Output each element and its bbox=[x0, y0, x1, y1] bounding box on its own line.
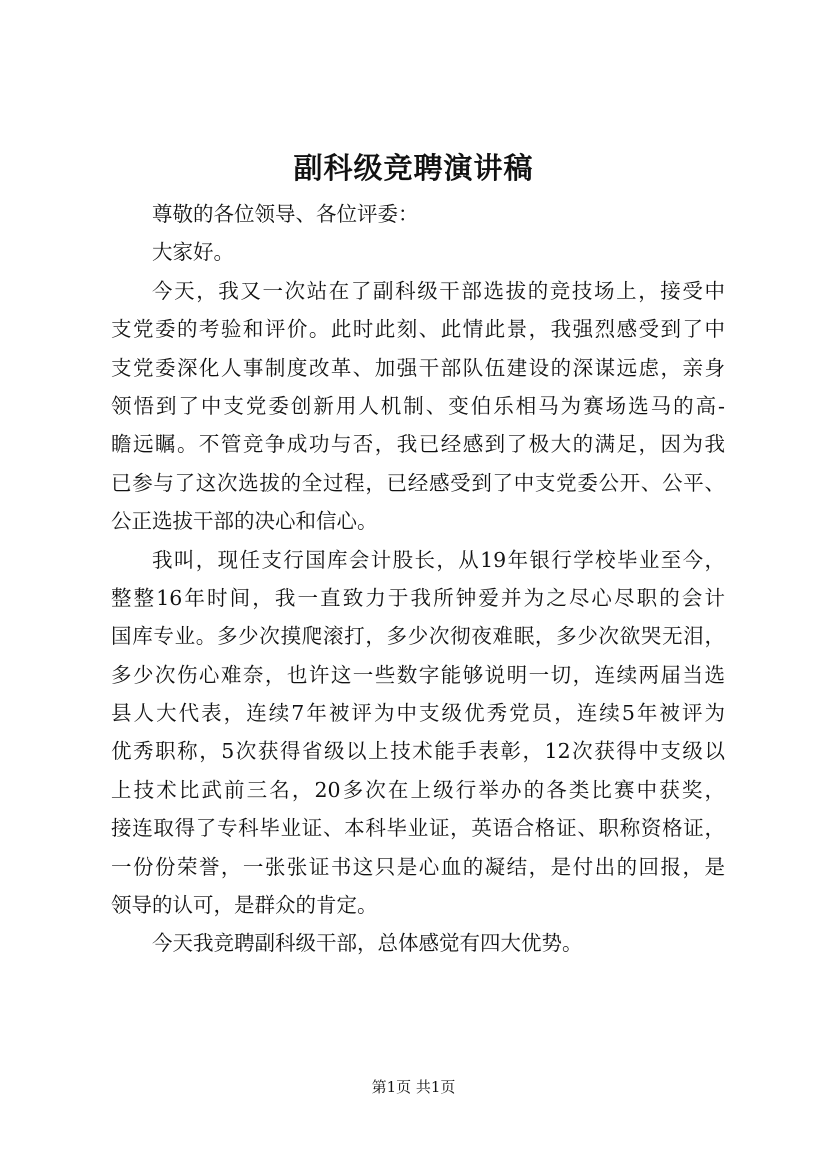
text-line: 支党委深化人事制度改革、加强干部队伍建设的深谋远虑，亲身 bbox=[111, 355, 725, 380]
paragraph-salutation bbox=[111, 195, 725, 233]
text-line: 我叫，现任支行国库会计股长，从19年银行学校毕业至今， bbox=[152, 547, 725, 572]
text-line: 已参与了这次选拔的全过程，已经感受到了中支党委公开、公平、 bbox=[111, 470, 725, 495]
text-line: 一份份荣誉，一张张证书这只是心血的凝结，是付出的回报，是 bbox=[111, 854, 725, 879]
text-line: 县人大代表，连续7年被评为中支级优秀党员，连续5年被评为 bbox=[111, 701, 725, 726]
text-line: 领导的认可，是群众的肯定。 bbox=[111, 893, 378, 918]
text-line: 支党委的考验和评价。此时此刻、此情此景，我强烈感受到了中 bbox=[111, 317, 725, 342]
text-line: 国库专业。多少次摸爬滚打，多少次彻夜难眠，多少次欲哭无泪， bbox=[111, 624, 725, 649]
text-line: 今天，我又一次站在了副科级干部选拔的竞技场上，接受中 bbox=[152, 278, 725, 303]
document-body bbox=[111, 195, 725, 963]
text-line: 整整16年时间，我一直致力于我所钟爱并为之尽心尽职的会计 bbox=[111, 585, 725, 610]
text-line: 优秀职称，5次获得省级以上技术能手表彰，12次获得中支级以 bbox=[111, 739, 725, 764]
paragraph-self-introduction bbox=[111, 541, 725, 925]
text-line: 大家好。 bbox=[152, 240, 234, 265]
text-line: 上技术比武前三名，20多次在上级行举办的各类比赛中获奖， bbox=[111, 777, 725, 802]
text-line: 今天我竞聘副科级干部，总体感觉有四大优势。 bbox=[152, 931, 583, 956]
paragraph-advantages bbox=[111, 924, 725, 962]
document-title: 副科级竞聘演讲稿 bbox=[293, 151, 534, 185]
paragraph-intro bbox=[111, 272, 725, 541]
text-line: 瞻远瞩。不管竞争成功与否，我已经感到了极大的满足，因为我 bbox=[111, 432, 725, 457]
text-line: 接连取得了专科毕业证、本科毕业证，英语合格证、职称资格证， bbox=[111, 816, 725, 841]
text-line: 尊敬的各位领导、各位评委： bbox=[152, 202, 419, 226]
text-line: 领悟到了中支党委创新用人机制、变伯乐相马为赛场选马的高- bbox=[111, 393, 725, 418]
page-footer: 第1页 共1页 bbox=[371, 1078, 456, 1096]
text-line: 公正选拔干部的决心和信心。 bbox=[111, 509, 378, 534]
paragraph-greeting bbox=[111, 233, 725, 271]
text-line: 多少次伤心难奈，也许这一些数字能够说明一切，连续两届当选 bbox=[111, 662, 725, 687]
